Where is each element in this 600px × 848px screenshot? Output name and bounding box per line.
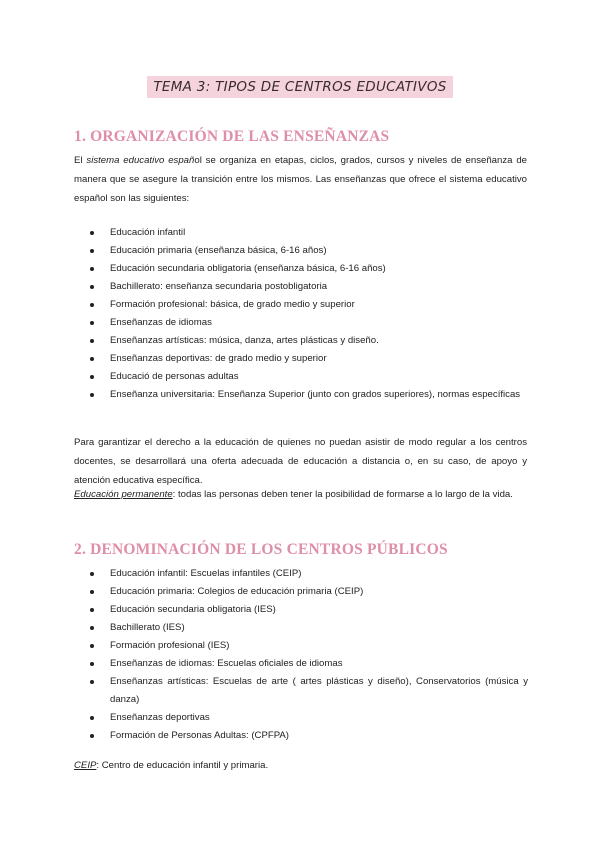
- list-item: [74, 368, 528, 386]
- list-item: [74, 224, 528, 242]
- list-item: [74, 619, 528, 637]
- list-item-text: Educación primaria (enseñanza básica, 6-16 años): [110, 245, 327, 256]
- list-item-text: Educació de personas adultas: [110, 371, 239, 382]
- list-item: [74, 583, 528, 601]
- section-1-paragraph-2: Para garantizar el derecho a la educación de quienes no puedan asistir de modo regular a los centros docentes, se desarrollará una oferta adecuada de educación a distancia o, en su caso, de apoyo y atención educativa específica.: [74, 437, 527, 486]
- list-item: [74, 314, 528, 332]
- section-1-list: [74, 224, 528, 404]
- list-item: [74, 386, 528, 404]
- bullet-icon: [90, 680, 94, 684]
- list-item-text: Educación primaria: Colegios de educación primaria (CEIP): [110, 586, 364, 597]
- section-1-paragraph-3: [74, 485, 527, 504]
- list-item-text: Enseñanzas artísticas: música, danza, artes plásticas y diseño.: [110, 335, 379, 346]
- section-1-intro: [74, 151, 527, 208]
- list-item: [74, 260, 528, 278]
- list-item-text: Formación profesional (IES): [110, 640, 230, 651]
- permanent-education-text: : todas las personas deben tener la posibilidad de formarse a lo largo de la vida.: [172, 489, 513, 500]
- ceip-definition: : Centro de educación infantil y primaria.: [96, 760, 269, 771]
- bullet-icon: [90, 285, 94, 289]
- ceip-note: [74, 756, 527, 775]
- list-item: [74, 296, 528, 314]
- document-title: TEMA 3: TIPOS DE CENTROS EDUCATIVOS: [147, 76, 452, 98]
- bullet-icon: [90, 357, 94, 361]
- bullet-icon: [90, 608, 94, 612]
- list-item-text: Enseñanzas deportivas: de grado medio y superior: [110, 353, 327, 364]
- bullet-icon: [90, 644, 94, 648]
- intro-emphasis: sistema educativo españ: [86, 155, 195, 166]
- list-item-text: Educación secundaria obligatoria (enseñanza básica, 6-16 años): [110, 263, 386, 274]
- bullet-icon: [90, 626, 94, 630]
- bullet-icon: [90, 734, 94, 738]
- list-item-text: Educación infantil: [110, 227, 186, 238]
- title-wrap: [0, 76, 600, 98]
- list-item-text: Educación infantil: Escuelas infantiles (CEIP): [110, 568, 302, 579]
- list-item-text: Educación secundaria obligatoria (IES): [110, 604, 276, 615]
- list-item-text: Enseñanzas de idiomas: [110, 317, 212, 328]
- bullet-icon: [90, 572, 94, 576]
- list-item: [74, 565, 528, 583]
- bullet-icon: [90, 249, 94, 253]
- section-2-list: [74, 565, 528, 745]
- list-item-text: Bachillerato (IES): [110, 622, 185, 633]
- bullet-icon: [90, 375, 94, 379]
- bullet-icon: [90, 590, 94, 594]
- list-item: [74, 332, 528, 350]
- bullet-icon: [90, 339, 94, 343]
- section-2-heading: 2. DENOMINACIÓN DE LOS CENTROS PÚBLICOS: [74, 541, 448, 558]
- list-item: [74, 709, 528, 727]
- bullet-icon: [90, 393, 94, 397]
- intro-post: ol se organiza en etapas, ciclos, grados, cursos y niveles de enseñanza de manera que se asegure la transición entre los mismos. Las enseñanzas que ofrece el sistema educativo español son las siguientes:: [74, 155, 527, 204]
- bullet-icon: [90, 662, 94, 666]
- bullet-icon: [90, 267, 94, 271]
- intro-pre: El: [74, 155, 87, 166]
- list-item: [74, 655, 528, 673]
- list-item-text: Bachillerato: enseñanza secundaria postobligatoria: [110, 281, 328, 292]
- list-item: [74, 278, 528, 296]
- list-item-text: Formación de Personas Adultas: (CPFPA): [110, 730, 289, 741]
- section-1-heading: 1. ORGANIZACIÓN DE LAS ENSEÑANZAS: [74, 128, 390, 145]
- list-item: [74, 242, 528, 260]
- bullet-icon: [90, 303, 94, 307]
- permanent-education-term: Educación permanente: [74, 489, 173, 500]
- list-item-text: Enseñanza universitaria: Enseñanza Superior (junto con grados superiores), normas específicas: [110, 389, 521, 400]
- list-item: [74, 350, 528, 368]
- bullet-icon: [90, 231, 94, 235]
- list-item: [74, 601, 528, 619]
- list-item-text: Enseñanzas deportivas: [110, 712, 210, 723]
- list-item: [74, 637, 528, 655]
- bullet-icon: [90, 716, 94, 720]
- list-item-text: Enseñanzas de idiomas: Escuelas oficiales de idiomas: [110, 658, 343, 669]
- bullet-icon: [90, 321, 94, 325]
- list-item: [74, 727, 528, 745]
- list-item-text: Enseñanzas artísticas: Escuelas de arte ( artes plásticas y diseño), Conservatorios (música y danza): [110, 676, 528, 705]
- list-item-text: Formación profesional: básica, de grado medio y superior: [110, 299, 355, 310]
- ceip-term: CEIP: [74, 760, 97, 771]
- list-item: [74, 673, 528, 709]
